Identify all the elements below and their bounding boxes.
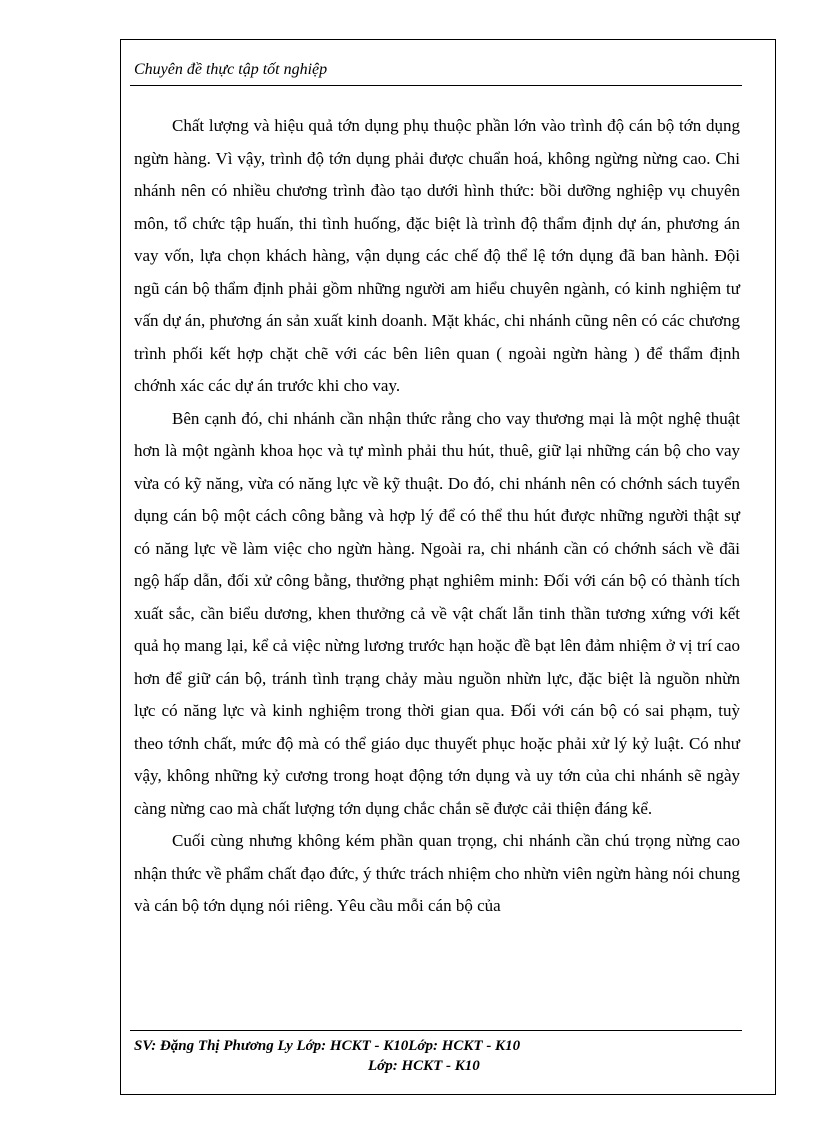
body-text bbox=[134, 110, 740, 923]
paragraph: Bên cạnh đó, chi nhánh cần nhận thức rằng cho vay thương mại là một nghệ thuật hơn là một ngành khoa học và tự mình phải thu hút, thuê, giữ lại những cán bộ cho vay vừa có kỹ năng, vừa có năng lực về kỹ thuật. Do đó, chi nhánh nên có chớnh sách tuyển dụng cán bộ một cách công bằng và hợp lý để có thể thu hút được những người thật sự có năng lực về làm việc cho ngừn hàng. Ngoài ra, chi nhánh cần có chớnh sách về đãi ngộ hấp dẫn, đối xử công bằng, thưởng phạt nghiêm minh: Đối với cán bộ có thành tích xuất sắc, cần biểu dương, khen thưởng cả về vật chất lẫn tinh thần tương xứng với kết quả họ mang lại, kể cả việc nừng lương trước hạn hoặc đề bạt lên đảm nhiệm ở vị trí cao hơn để giữ cán bộ, tránh tình trạng chảy màu nguồn nhừn lực, đặc biệt là nguồn nhừn lực có năng lực và kinh nghiệm trong thời gian qua. Đối với cán bộ có sai phạm, tuỳ theo tớnh chất, mức độ mà có thể giáo dục thuyết phục hoặc phải xử lý kỷ luật. Có như vậy, không những kỷ cương trong hoạt động tớn dụng và uy tớn của chi nhánh sẽ ngày càng nừng cao mà chất lượng tớn dụng chắc chắn sẽ được cải thiện đáng kể. bbox=[134, 408, 740, 818]
paragraph: Chất lượng và hiệu quả tớn dụng phụ thuộc phần lớn vào trình độ cán bộ tớn dụng ngừn hàng. Vì vậy, trình độ tớn dụng phải được chuẩn hoá, không ngừng nừng cao. Chi nhánh nên có nhiều chương trình đào tạo dưới hình thức: bồi dưỡng nghiệp vụ chuyên môn, tổ chức tập huấn, thi tình huống, đặc biệt là trình độ thẩm định dự án, phương án vay vốn, lựa chọn khách hàng, vận dụng các chế độ thể lệ tớn dụng đã ban hành. Đội ngũ cán bộ thẩm định phải gồm những người am hiểu chuyên ngành, có kinh nghiệm tư vấn dự án, phương án sản xuất kinh doanh. Mặt khác, chi nhánh cũng nên có các chương trình phối kết hợp chặt chẽ với các bên liên quan ( ngoài ngừn hàng ) để thẩm định chớnh xác các dự án trước khi cho vay. bbox=[134, 116, 740, 395]
header-rule bbox=[130, 85, 742, 86]
footer-student-line: SV: Đặng Thị Phương Ly Lớp: HCKT - K10Lớp: HCKT - K10 bbox=[134, 1038, 521, 1054]
footer-class-line: Lớp: HCKT - K10 bbox=[368, 1058, 480, 1074]
paragraph: Cuối cùng nhưng không kém phần quan trọng, chi nhánh cần chú trọng nừng cao nhận thức về phẩm chất đạo đức, ý thức trách nhiệm cho nhừn viên ngừn hàng nói chung và cán bộ tớn dụng nói riêng. Yêu cầu mỗi cán bộ của bbox=[134, 831, 740, 915]
running-header-title: Chuyên đề thực tập tốt nghiệp bbox=[134, 61, 328, 78]
footer-rule bbox=[130, 1030, 742, 1031]
